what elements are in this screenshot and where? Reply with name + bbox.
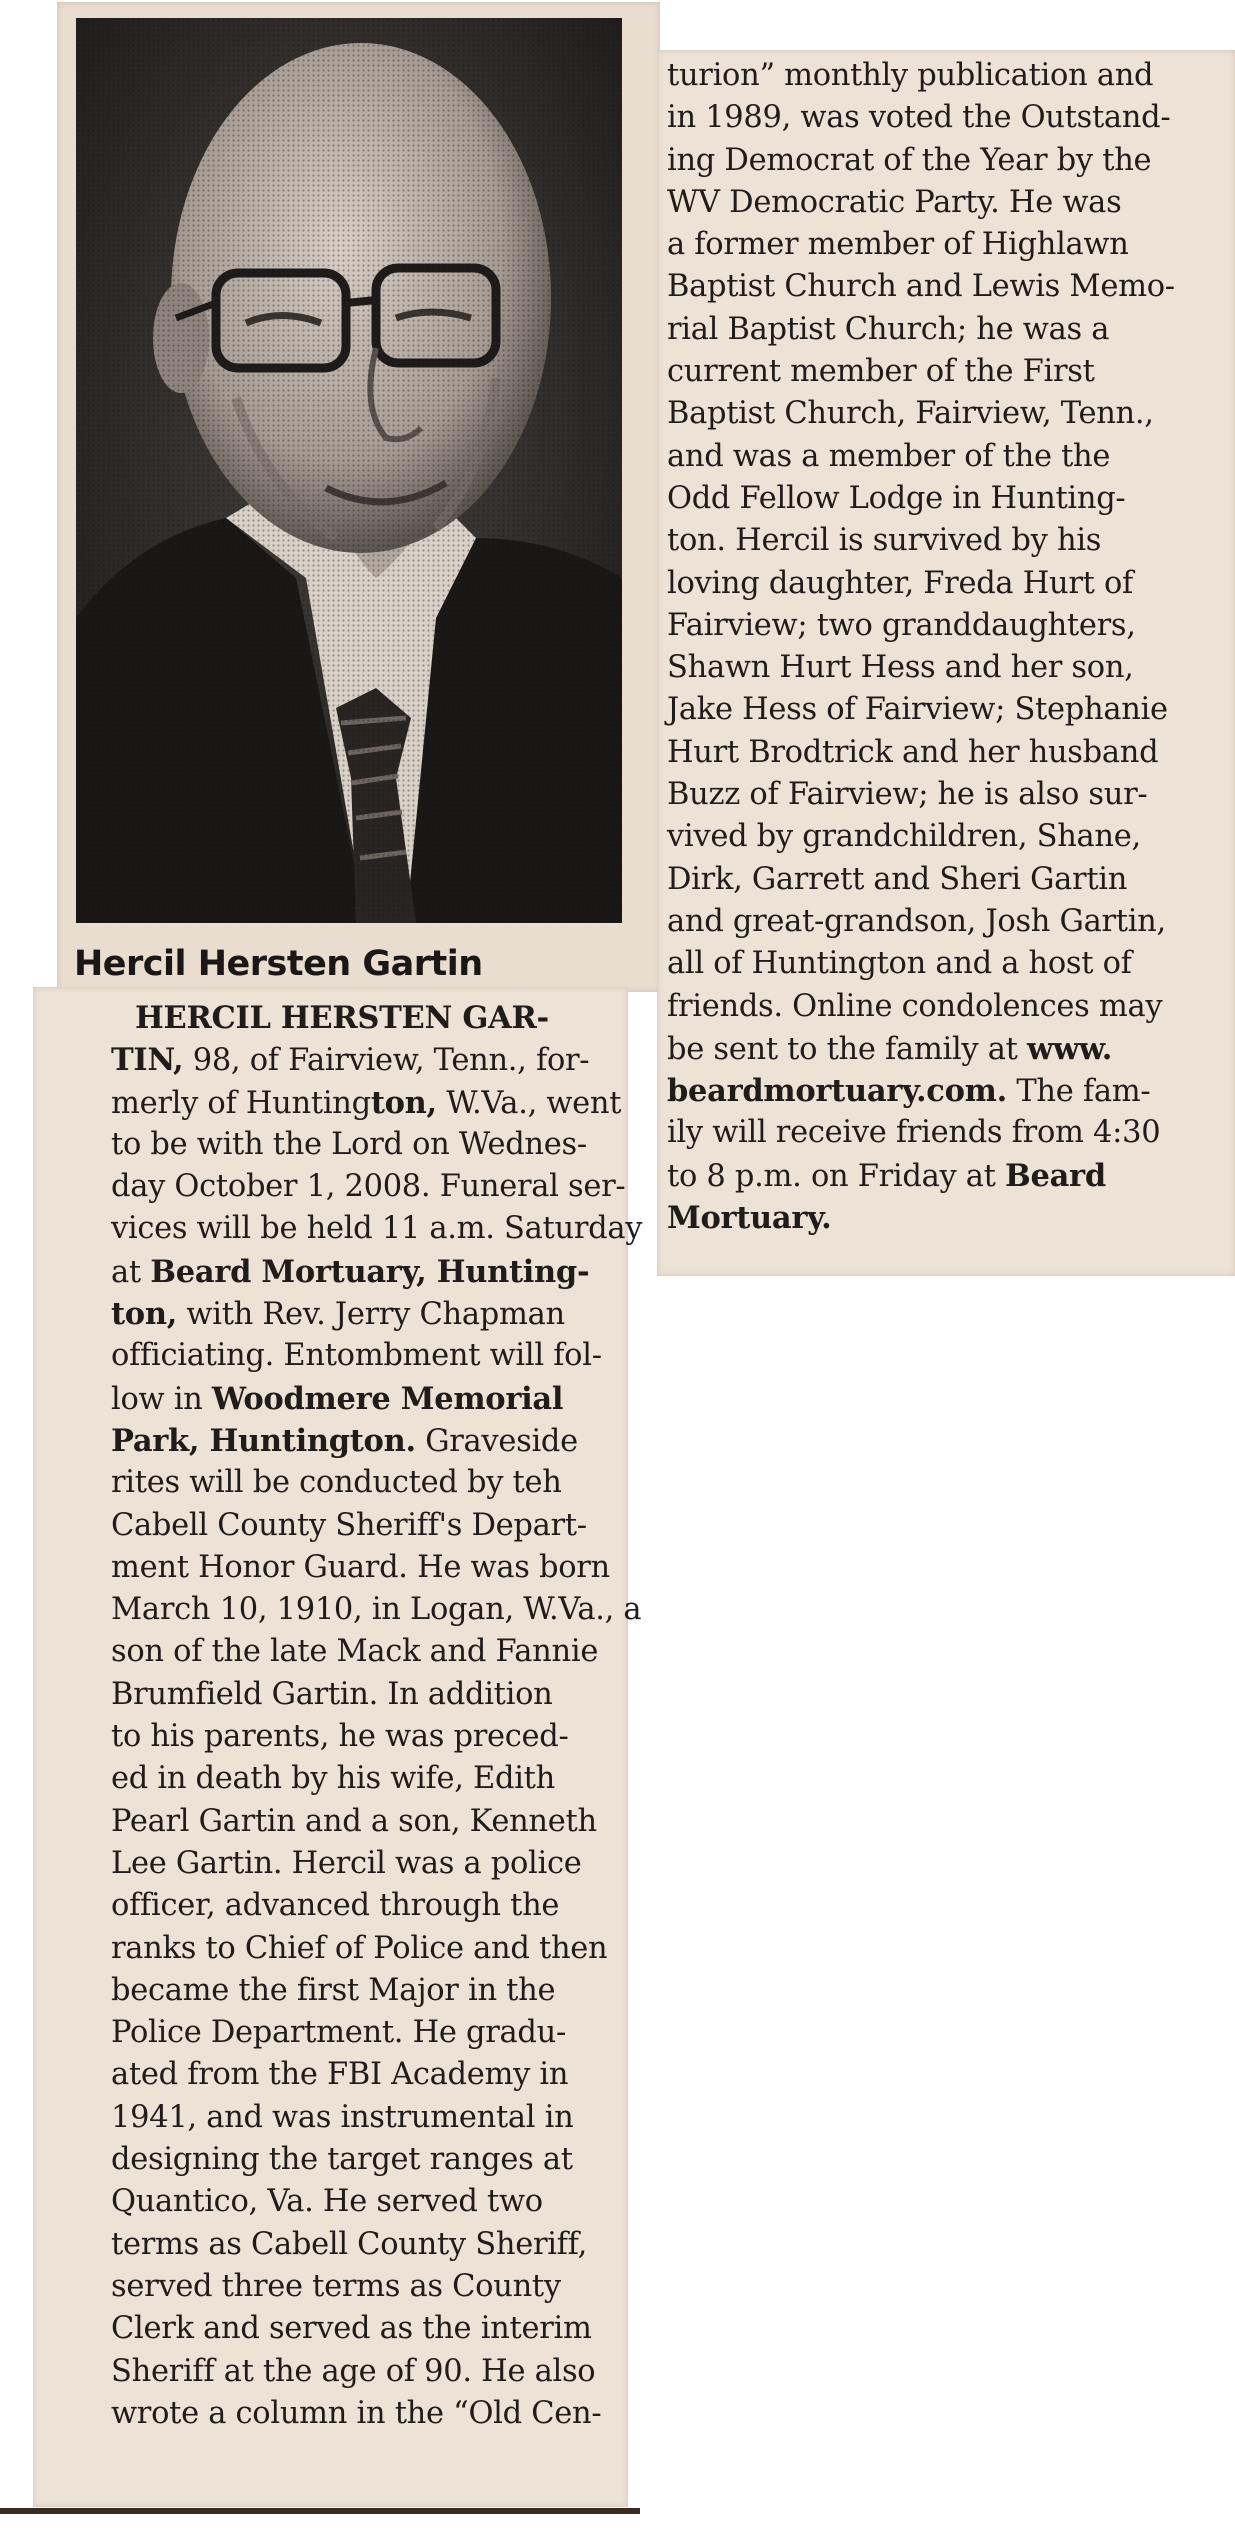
text-line: WV Democratic Party. He was — [667, 184, 1122, 220]
text-line: ranks to Chief of Police and then — [111, 1930, 608, 1966]
text-line: to 8 p.m. on Friday at Beard — [667, 1157, 1106, 1194]
text-line: Baptist Church, Fairview, Tenn., — [667, 396, 1154, 432]
text-line: HERCIL HERSTEN GAR- — [135, 1000, 549, 1036]
text-line: 1941, and was instrumental in — [111, 2099, 574, 2135]
photo-caption: Hercil Hersten Gartin — [74, 944, 483, 984]
text-line: Fairview; two granddaughters, — [667, 607, 1136, 643]
text-line: Mortuary. — [667, 1200, 832, 1237]
text-line: to his parents, he was preced- — [111, 1719, 569, 1755]
text-line: Lee Gartin. Hercil was a police — [111, 1845, 582, 1881]
text-line: Sheriff at the age of 90. He also — [111, 2353, 596, 2389]
text-line: current member of the First — [667, 354, 1095, 390]
text-line: ily will receive friends from 4:30 — [667, 1115, 1161, 1151]
text-line: terms as Cabell County Sheriff, — [111, 2226, 587, 2262]
text-line: Clerk and served as the interim — [111, 2311, 592, 2347]
text-line: ed in death by his wife, Edith — [111, 1761, 555, 1797]
text-line: TIN, 98, of Fairview, Tenn., for- — [111, 1042, 590, 1079]
text-line: Odd Fellow Lodge in Hunting- — [667, 480, 1126, 516]
photo-clipping — [57, 2, 660, 992]
text-line: turion” monthly publication and — [667, 58, 1154, 93]
text-line: day October 1, 2008. Funeral ser- — [111, 1169, 626, 1205]
text-line: Jake Hess of Fairview; Stephanie — [667, 692, 1168, 728]
text-line: served three terms as County — [111, 2268, 561, 2304]
text-line: Cabell County Sheriff's Depart- — [111, 1507, 587, 1543]
text-line: ment Honor Guard. He was born — [111, 1549, 610, 1585]
text-line: Quantico, Va. He served two — [111, 2184, 543, 2220]
text-line: and great-grandson, Josh Gartin, — [667, 903, 1166, 939]
text-line: all of Huntington and a host of — [667, 946, 1132, 982]
text-line: loving daughter, Freda Hurt of — [667, 565, 1134, 601]
text-line: vived by grandchildren, Shane, — [667, 819, 1141, 855]
text-line: at Beard Mortuary, Hunting- — [111, 1253, 590, 1290]
text-line: Shawn Hurt Hess and her son, — [667, 650, 1134, 686]
text-line: Police Department. He gradu- — [111, 2015, 566, 2051]
text-line: low in Woodmere Memorial — [111, 1380, 564, 1417]
text-line: wrote a column in the “Old Cen- — [111, 2395, 602, 2431]
text-line: Dirk, Garrett and Sheri Gartin — [667, 861, 1128, 897]
text-line: in 1989, was voted the Outstand- — [667, 100, 1171, 136]
text-line: became the first Major in the — [111, 1972, 556, 2008]
obituary-text-column-1 — [111, 997, 643, 2435]
text-line: and was a member of the the — [667, 438, 1111, 474]
text-line: designing the target ranges at — [111, 2142, 573, 2178]
text-line: vices will be held 11 a.m. Saturday — [111, 1211, 643, 1247]
text-line: Hurt Brodtrick and her husband — [667, 734, 1159, 770]
obituary-column-1 — [33, 987, 643, 2507]
scan-edge-line — [0, 2508, 640, 2514]
text-line: Baptist Church and Lewis Memo- — [667, 269, 1175, 305]
text-line: rial Baptist Church; he was a — [667, 311, 1110, 347]
text-line: friends. Online condolences may — [667, 988, 1163, 1024]
text-line: ton. Hercil is survived by his — [667, 523, 1102, 559]
obituary-column-2 — [657, 50, 1235, 1276]
text-line: Brumfield Gartin. In addition — [111, 1676, 553, 1712]
text-line: March 10, 1910, in Logan, W.Va., a — [111, 1592, 642, 1628]
text-line: beardmortuary.com. The fam- — [667, 1073, 1151, 1110]
text-line: ing Democrat of the Year by the — [667, 142, 1152, 178]
text-line: ton, with Rev. Jerry Chapman — [111, 1296, 565, 1333]
text-line: a former member of Highlawn — [667, 227, 1129, 263]
text-line: Park, Huntington. Graveside — [111, 1422, 578, 1459]
obituary-text-column-2 — [667, 55, 1227, 1239]
text-line: ated from the FBI Academy in — [111, 2057, 569, 2093]
portrait-illustration — [76, 18, 622, 923]
text-line: Buzz of Fairview; he is also sur- — [667, 777, 1148, 813]
text-line: Pearl Gartin and a son, Kenneth — [111, 1803, 597, 1839]
portrait-photo — [76, 18, 622, 923]
text-line: officer, advanced through the — [111, 1888, 560, 1924]
text-line: son of the late Mack and Fannie — [111, 1634, 599, 1670]
text-line: be sent to the family at www. — [667, 1030, 1113, 1067]
text-line: officiating. Entombment will fol- — [111, 1338, 602, 1374]
text-line: to be with the Lord on Wednes- — [111, 1126, 587, 1162]
text-line: rites will be conducted by teh — [111, 1465, 562, 1501]
text-line: merly of Huntington, W.Va., went — [111, 1084, 622, 1121]
